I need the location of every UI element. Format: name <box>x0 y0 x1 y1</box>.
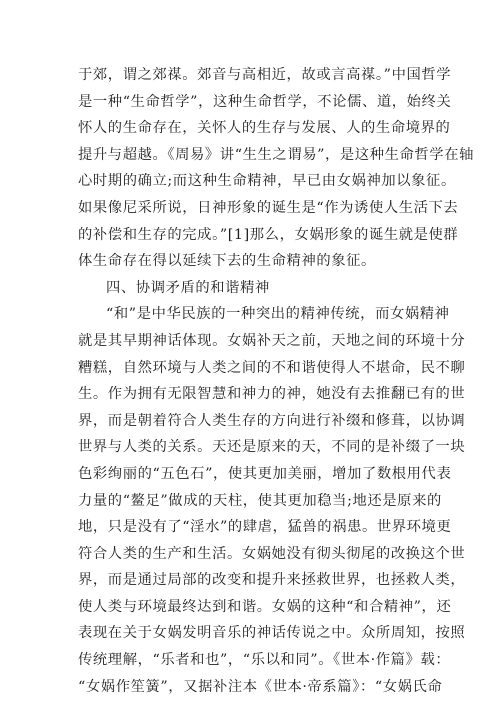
text-line: 于郊，谓之郊禖。郊音与高相近，故或言高禖。”中国哲学 <box>78 67 452 83</box>
text-line: 力量的“鳌足”做成的天柱，使其更加稳当;地还是原来的 <box>78 492 442 509</box>
text-line: 的补偿和生存的完成。”[1]那么，女娲形象的诞生就是使群 <box>78 226 459 243</box>
text-line: 界，而是朝着符合人类生存的方向进行补缀和修葺，以协调 <box>78 412 466 429</box>
text-line: 心时期的确立;而这种生命精神，早已由女娲神加以象征。 <box>78 173 456 190</box>
text-line: 表现在关于女娲发明音乐的神话传说之中。众所周知，按照 <box>78 625 466 642</box>
text-line: 符合人类的生产和生活。女娲她没有彻头彻尾的改换这个世 <box>78 545 466 562</box>
body-text <box>78 62 474 700</box>
section-heading: 四、协调矛盾的和谐精神 <box>106 279 270 296</box>
text-line: 糟糕，自然环境与人类之间的不和谐使得人不堪命，民不聊 <box>78 359 466 376</box>
text-line: 如果像尼采所说，日神形象的诞生是“作为诱使人生活下去 <box>78 199 459 216</box>
text-line: 提升与超越。《周易》讲“生生之谓易”，是这种生命哲学在轴 <box>78 146 474 163</box>
text-line: 地，只是没有了“淫水”的肆虐，猛兽的祸患。世界环境更 <box>78 519 452 536</box>
text-line: 色彩绚丽的“五色石”，使其更加美丽，增加了数根用代表 <box>78 465 452 482</box>
text-line: 是一种“生命哲学”，这种生命哲学，不论儒、道，始终关 <box>78 93 452 110</box>
text-line: 世界与人类的关系。天还是原来的天，不同的是补缀了一块 <box>78 439 466 456</box>
text-line: 传统理解，“乐者和也”，“乐以和同”。《世本·作篇》载： <box>78 652 451 669</box>
paragraph-first-line: “和”是中华民族的一种突出的精神传统，而女娲精神 <box>106 306 450 323</box>
text-line: 体生命存在得以延续下去的生命精神的象征。 <box>78 253 376 270</box>
text-line: 生。作为拥有无限智慧和神力的神，她没有去推翻已有的世 <box>78 386 466 403</box>
text-line: 使人类与环境最终达到和谐。女娲的这种“和合精神”，还 <box>78 598 452 615</box>
text-line: 怀人的生命存在，关怀人的生存与发展、人的生命境界的 <box>78 120 451 137</box>
text-line: 就是其早期神话体现。女娲补天之前，天地之间的环境十分 <box>78 332 466 349</box>
text-line: “女娲作笙簧”，又据补注本《世本·帝系篇》：“女娲氏命 <box>78 678 443 695</box>
text-line: 界，而是通过局部的改变和提升来拯救世界，也拯救人类， <box>78 572 466 589</box>
